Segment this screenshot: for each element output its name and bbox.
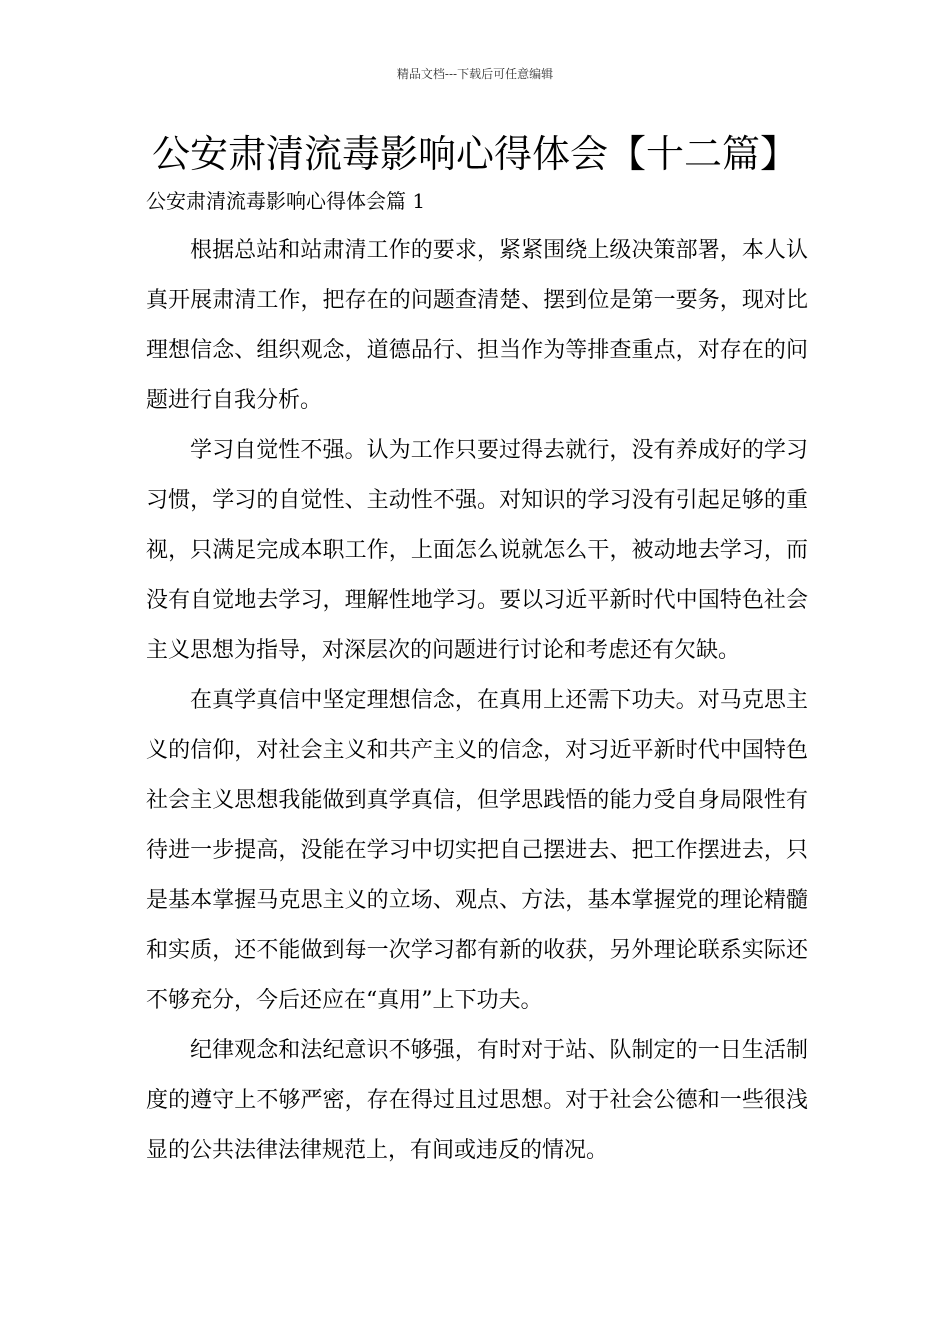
- paragraph-4: 纪律观念和法纪意识不够强，有时对于站、队制定的一日生活制度的遵守上不够严密，存在得过且过思想。对于社会公德和一些很浅显的公共法律法律规范上，有间或违反的情况。: [146, 1038, 808, 1163]
- header-note: 精品文档---下载后可任意编辑: [396, 67, 554, 81]
- document-body: [146, 226, 808, 1176]
- paragraph-2: 学习自觉性不强。认为工作只要过得去就行，没有养成好的学习习惯，学习的自觉性、主动性不强。对知识的学习没有引起足够的重视，只满足完成本职工作，上面怎么说就怎么干，被动地去学习，而没有自觉地去学习，理解性地学习。要以习近平新时代中国特色社会主义思想为指导，对深层次的问题进行讨论和考虑还有欠缺。: [146, 438, 808, 663]
- paragraph-1: 根据总站和站肃清工作的要求，紧紧围绕上级决策部署，本人认真开展肃清工作，把存在的问题查清楚、摆到位是第一要务，现对比理想信念、组织观念，道德品行、担当作为等排查重点，对存在的问题进行自我分析。: [146, 238, 808, 413]
- paragraph-3: 在真学真信中坚定理想信念，在真用上还需下功夫。对马克思主义的信仰，对社会主义和共产主义的信念，对习近平新时代中国特色社会主义思想我能做到真学真信，但学思践悟的能力受自身局限性有待进一步提高，没能在学习中切实把自己摆进去、把工作摆进去，只是基本掌握马克思主义的立场、观点、方法，基本掌握党的理论精髓和实质，还不能做到每一次学习都有新的收获，另外理论联系实际还不够充分，今后还应在“真用”上下功夫。: [146, 688, 808, 1013]
- document-title: 公安肃清流毒影响心得体会【十二篇】: [151, 132, 798, 176]
- section-title: 公安肃清流毒影响心得体会篇 1: [146, 189, 426, 213]
